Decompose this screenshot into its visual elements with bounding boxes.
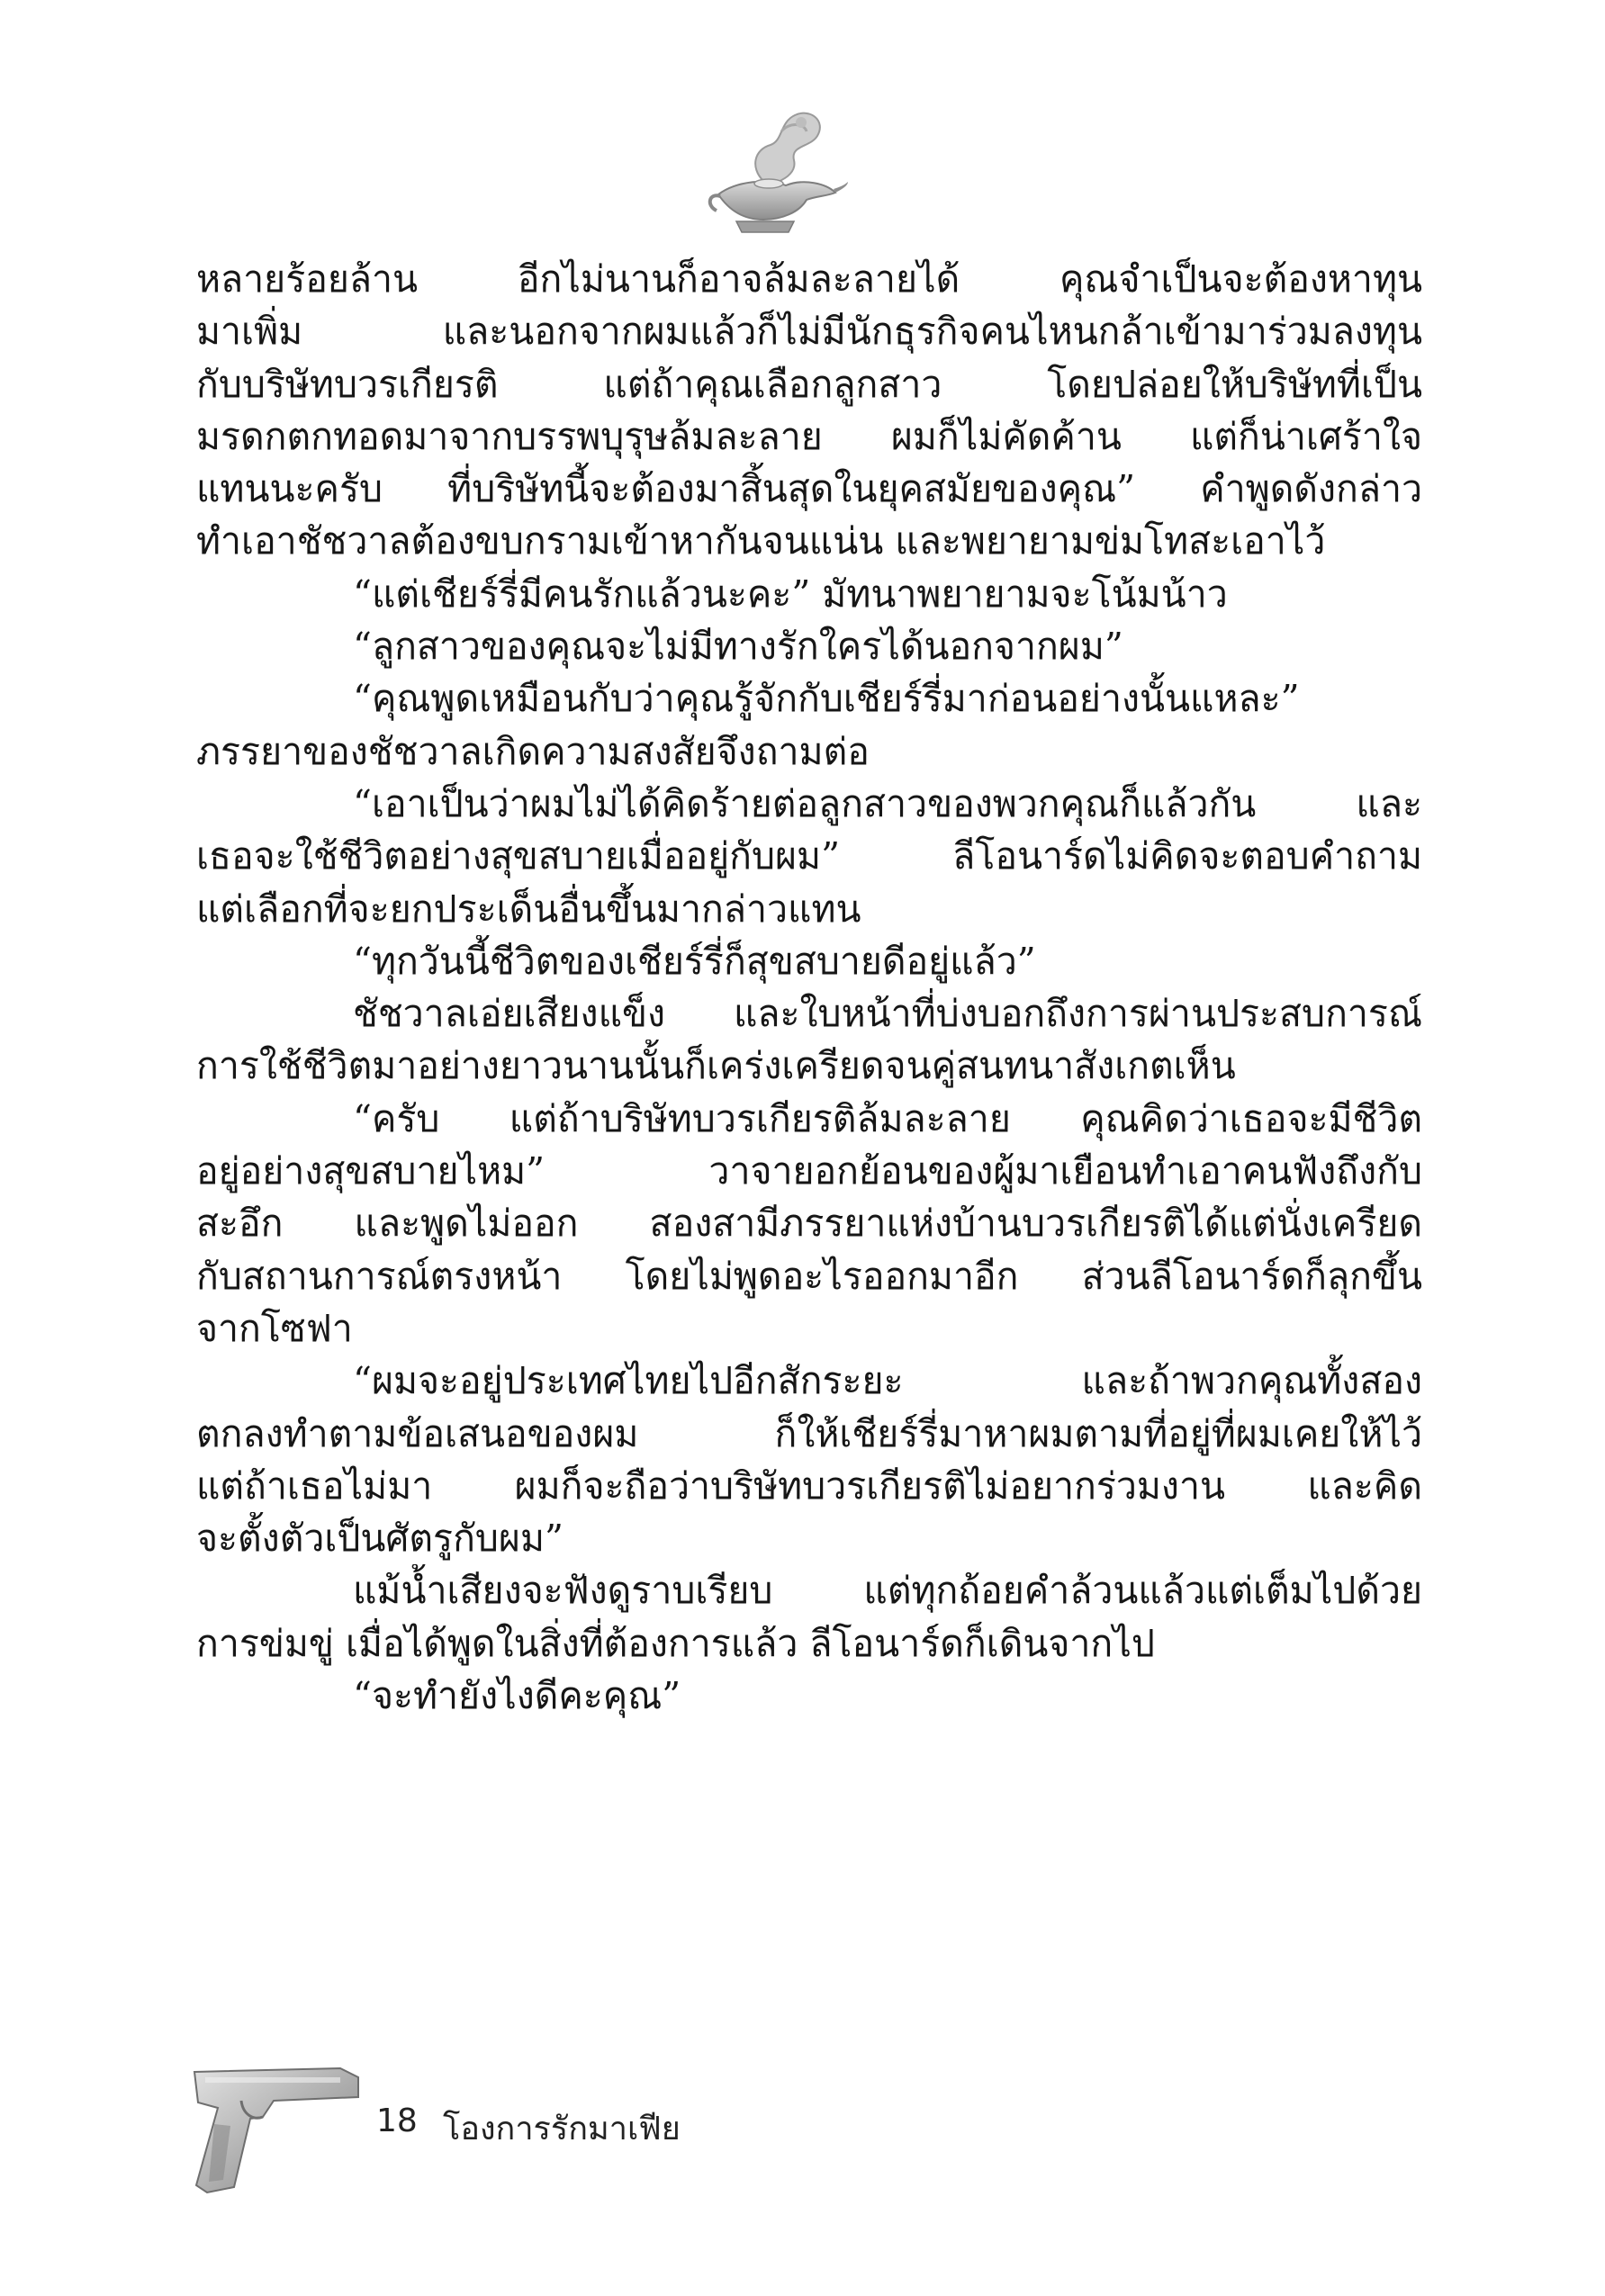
text-line: มรดกตกทอดมาจากบรรพบุรุษล้มละลาย ผมก็ไม่คัดค้าน แต่ก็น่าเศร้าใจ: [196, 414, 1422, 458]
text-line: สะอึก และพูดไม่ออก สองสามีภรรยาแห่งบ้านบวรเกียรติได้แต่นั่งเครียด: [196, 1202, 1422, 1246]
text-line: “จะทำยังไงดีคะคุณ”: [353, 1674, 681, 1718]
text-line: “ลูกสาวของคุณจะไม่มีทางรักใครได้นอกจากผม”: [353, 625, 1123, 669]
text-line: “ทุกวันนี้ชีวิตของเชียร์รี่ก็สุขสบายดีอยู่แล้ว”: [353, 939, 1036, 983]
text-line: ชัชวาลเอ่ยเสียงแข็ง และใบหน้าที่บ่งบอกถึงการผ่านประสบการณ์: [353, 992, 1422, 1036]
text-line: อยู่อย่างสุขสบายไหม” วาจายอกย้อนของผู้มาเยือนทำเอาคนฟังถึงกับ: [196, 1149, 1422, 1193]
text-line: “คุณพูดเหมือนกับว่าคุณรู้จักกับเชียร์รี่มาก่อนอย่างนั้นแหละ”: [353, 677, 1300, 721]
text-line: หลายร้อยล้าน อีกไม่นานก็อาจล้มละลายได้ คุณจำเป็นจะต้องหาทุน: [196, 257, 1422, 301]
text-line: “ครับ แต่ถ้าบริษัทบวรเกียรติล้มละลาย คุณคิดว่าเธอจะมีชีวิต: [353, 1096, 1422, 1140]
pistol-icon: [187, 2061, 367, 2196]
text-line: ทำเอาชัชวาลต้องขบกรามเข้าหากันจนแน่น และพยายามข่มโทสะเอาไว้: [196, 519, 1326, 563]
text-line: การใช้ชีวิตมาอย่างยาวนานนั้นก็เคร่งเครียดจนคู่สนทนาสังเกตเห็น: [196, 1044, 1236, 1088]
text-line: เธอจะใช้ชีวิตอย่างสุขสบายเมื่ออยู่กับผม” ลีโอนาร์ดไม่คิดจะตอบคำถาม: [196, 834, 1422, 878]
text-line: แต่เลือกที่จะยกประเด็นอื่นขึ้นมากล่าวแทน: [196, 887, 861, 931]
text-line: การข่มขู่ เมื่อได้พูดในสิ่งที่ต้องการแล้ว ลีโอนาร์ดก็เดินจากไป: [196, 1621, 1155, 1665]
text-line: แม้น้ำเสียงจะฟังดูราบเรียบ แต่ทุกถ้อยคำล้วนแล้วแต่เต็มไปด้วย: [353, 1569, 1422, 1613]
genie-lamp-icon: [700, 95, 849, 239]
text-line: จะตั้งตัวเป็นศัตรูกับผม”: [196, 1517, 564, 1561]
text-line: แต่ถ้าเธอไม่มา ผมก็จะถือว่าบริษัทบวรเกียรติไม่อยากร่วมงาน และคิด: [196, 1463, 1422, 1508]
page-number: 18: [376, 2102, 418, 2139]
text-line: แทนนะครับ ที่บริษัทนี้จะต้องมาสิ้นสุดในยุคสมัยของคุณ” คำพูดดังกล่าว: [196, 467, 1422, 511]
text-line: ตกลงทำตามข้อเสนอของผม ก็ให้เชียร์รี่มาหาผมตามที่อยู่ที่ผมเคยให้ไว้: [196, 1411, 1422, 1455]
text-line: มาเพิ่ม และนอกจากผมแล้วก็ไม่มีนักธุรกิจคนไหนกล้าเข้ามาร่วมลงทุน: [196, 310, 1422, 354]
text-line: กับสถานการณ์ตรงหน้า โดยไม่พูดอะไรออกมาอีก ส่วนลีโอนาร์ดก็ลุกขึ้น: [196, 1254, 1422, 1298]
text-line: “เอาเป็นว่าผมไม่ได้คิดร้ายต่อลูกสาวของพวกคุณก็แล้วกัน และ: [353, 781, 1422, 825]
book-title: โองการรักมาเฟีย: [443, 2111, 681, 2147]
text-line: ภรรยาของชัชวาลเกิดความสงสัยจึงถามต่อ: [196, 729, 870, 773]
text-line: “แต่เชียร์รี่มีคนรักแล้วนะคะ” มัทนาพยายามจะโน้มน้าว: [353, 572, 1228, 616]
body-text: [196, 253, 1422, 1722]
text-line: จากโซฟา: [196, 1306, 353, 1350]
text-line: กับบริษัทบวรเกียรติ แต่ถ้าคุณเลือกลูกสาว โดยปล่อยให้บริษัทที่เป็น: [196, 362, 1422, 406]
text-line: “ผมจะอยู่ประเทศไทยไปอีกสักระยะ และถ้าพวกคุณทั้งสอง: [353, 1359, 1422, 1403]
